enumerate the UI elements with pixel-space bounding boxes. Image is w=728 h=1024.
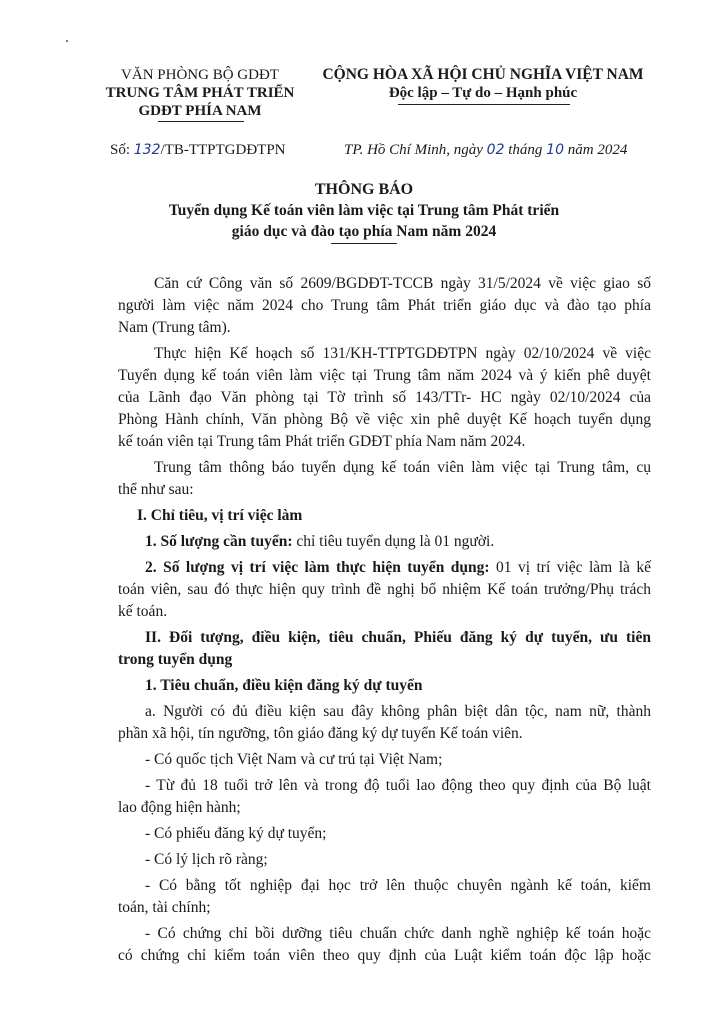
number-suffix: /TB-TTPTGDĐTPN: [160, 142, 286, 158]
list-item-cont: có chứng chỉ kiểm toán viên theo quy định của Luật kiểm toán độc lập hoặc: [118, 947, 651, 964]
handwritten-day: 02: [486, 142, 505, 158]
paragraph-line: Nam (Trung tâm).: [118, 319, 231, 336]
item-text: 01 vị trí việc làm là kế: [489, 559, 651, 576]
paragraph-line: kế toán viên tại Trung tâm Phát triển GDĐT phía Nam năm 2024.: [118, 433, 526, 450]
notice-title: THÔNG BÁO: [314, 181, 414, 198]
list-item-cont: lao động hiện hành;: [118, 799, 241, 816]
motto-underline: [398, 104, 570, 105]
paragraph-line: kế toán.: [118, 603, 168, 620]
item-label: 1. Số lượng cần tuyển:: [145, 533, 293, 550]
paragraph-line: Trung tâm thông báo tuyển dụng kế toán viên làm việc tại Trung tâm, cụ: [154, 459, 651, 476]
list-item: - Có bằng tốt nghiệp đại học trở lên thuộc chuyên ngành kế toán, kiểm: [145, 877, 651, 894]
list-item: - Có lý lịch rõ ràng;: [145, 851, 268, 868]
section-heading: II. Đối tượng, điều kiện, tiêu chuẩn, Phiếu đăng ký dự tuyển, ưu tiên: [145, 629, 651, 646]
paragraph-line: [145, 557, 651, 579]
paragraph-line: a. Người có đủ điều kiện sau đây không phân biệt dân tộc, nam nữ, thành: [145, 703, 651, 720]
scan-speck: [66, 40, 68, 42]
title-underline: [331, 243, 397, 244]
paragraph-line: người làm việc năm 2024 cho Trung tâm Phát triển giáo dục và đào tạo phía: [118, 297, 651, 314]
date-mid: tháng: [504, 142, 547, 158]
handwritten-number: 132: [133, 142, 161, 158]
section-heading-cont: trong tuyển dụng: [118, 651, 233, 668]
handwritten-month: 10: [546, 142, 564, 158]
list-item: - Có chứng chỉ bồi dưỡng tiêu chuẩn chức danh nghề nghiệp kế toán hoặc: [145, 925, 651, 942]
list-item: - Từ đủ 18 tuổi trở lên và trong độ tuổi lao động theo quy định của Bộ luật: [145, 777, 651, 794]
agency-underline: [158, 121, 244, 122]
item-label: 2. Số lượng vị trí việc làm thực hiện tuyển dụng:: [145, 559, 490, 576]
paragraph-line: phần xã hội, tín ngưỡng, tôn giáo đăng ký dự tuyển Kế toán viên.: [118, 725, 523, 742]
date-suffix: năm 2024: [563, 142, 628, 158]
paragraph-line: Tuyển dụng kế toán viên làm việc tại Trung tâm năm 2024 và ý kiến phê duyệt: [118, 367, 651, 384]
document-number: [110, 140, 286, 160]
paragraph-line: của Lãnh đạo Văn phòng tại Tờ trình số 143/TTr- HC ngày 02/10/2024 của: [118, 389, 651, 406]
paragraph-line: toán viên, sau đó thực hiện quy trình đề nghị bổ nhiệm Kế toán trưởng/Phụ trách: [118, 581, 651, 598]
document-date: [344, 140, 627, 160]
agency-parent-name: VĂN PHÒNG BỘ GDĐT: [121, 67, 279, 83]
list-item: - Có quốc tịch Việt Nam và cư trú tại Việt Nam;: [145, 751, 443, 768]
national-title: CỘNG HÒA XÃ HỘI CHỦ NGHĨA VIỆT NAM: [322, 66, 644, 83]
paragraph-line: thể như sau:: [118, 481, 194, 498]
agency-name: TRUNG TÂM PHÁT TRIỂN: [105, 85, 295, 101]
number-prefix: Số:: [110, 142, 134, 158]
agency-name-line2: GDĐT PHÍA NAM: [138, 103, 262, 119]
section-heading: I. Chỉ tiêu, vị trí việc làm: [137, 507, 303, 524]
subsection-heading: 1. Tiêu chuẩn, điều kiện đăng ký dự tuyển: [145, 677, 423, 694]
paragraph-line: Căn cứ Công văn số 2609/BGDĐT-TCCB ngày 31/5/2024 về việc giao số: [154, 275, 651, 292]
paragraph-line: Phòng Hành chính, Văn phòng Bộ về việc xin phê duyệt Kế hoạch tuyển dụng: [118, 411, 651, 428]
paragraph-line: [145, 531, 651, 553]
notice-subtitle-line1: Tuyển dụng Kế toán viên làm việc tại Trung tâm Phát triển: [168, 202, 560, 219]
date-prefix: TP. Hồ Chí Minh, ngày: [344, 142, 487, 158]
notice-subtitle-line2: giáo dục và đào tạo phía Nam năm 2024: [231, 223, 497, 240]
item-text: chỉ tiêu tuyển dụng là 01 người.: [292, 533, 495, 550]
list-item: - Có phiếu đăng ký dự tuyển;: [145, 825, 327, 842]
paragraph-line: Thực hiện Kế hoạch số 131/KH-TTPTGDĐTPN ngày 02/10/2024 về việc: [154, 345, 651, 362]
national-motto: Độc lập – Tự do – Hạnh phúc: [388, 85, 578, 101]
list-item-cont: toán, tài chính;: [118, 899, 211, 916]
